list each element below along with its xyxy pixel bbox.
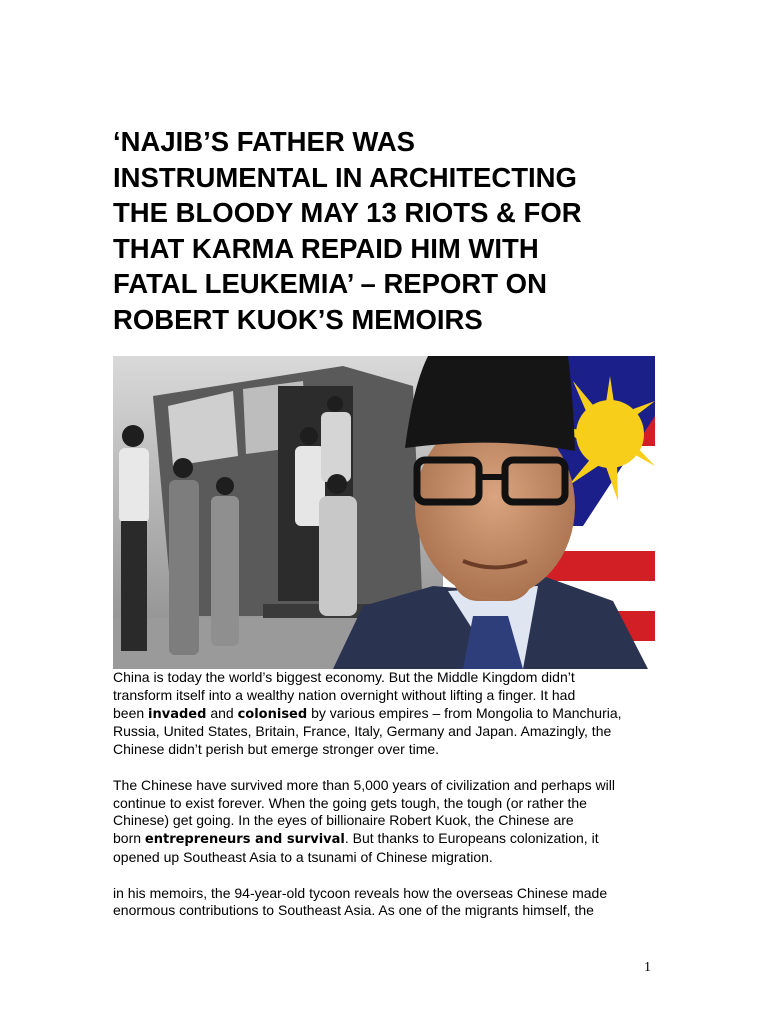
text-line: in his memoirs, the 94-year-old tycoon reveals how the overseas Chinese made <box>113 884 608 901</box>
bold-phrase: colonised <box>237 706 308 722</box>
text-line: opened up Southeast Asia to a tsunami of Chinese migration. <box>113 848 493 865</box>
text-run: by various empires – from Mongolia to Manchuria, <box>307 704 622 721</box>
bold-phrase: invaded <box>148 706 207 722</box>
headline-line: ROBERT KUOK’S MEMOIRS <box>113 303 483 335</box>
headline-line: THE BLOODY MAY 13 RIOTS & FOR <box>113 197 582 229</box>
text-line <box>113 830 661 849</box>
text-line <box>113 705 661 724</box>
text-run: . But thanks to Europeans colonization, it <box>344 830 599 847</box>
paragraph <box>113 669 661 759</box>
page-number: 1 <box>644 960 651 975</box>
text-run: been <box>113 704 149 721</box>
text-line: Russia, United States, Britain, France, Italy, Germany and Japan. Amazingly, the <box>113 723 612 740</box>
headline-line: FATAL LEUKEMIA’ – REPORT ON <box>113 268 547 300</box>
bold-phrase: entrepreneurs and survival <box>144 832 345 848</box>
text-line: Chinese didn’t perish but emerge stronger over time. <box>113 741 440 758</box>
text-line: The Chinese have survived more than 5,000 years of civilization and perhaps will <box>113 776 615 793</box>
article-body <box>113 669 661 938</box>
text-line: enormous contributions to Southeast Asia. As one of the migrants himself, the <box>113 902 594 919</box>
text-line: China is today the world’s biggest economy. But the Middle Kingdom didn’t <box>113 669 575 685</box>
headline-line: ‘NAJIB’S FATHER WAS <box>113 126 416 157</box>
text-line: transform itself into a wealthy nation overnight without lifting a finger. It had <box>113 686 576 703</box>
article-photo <box>113 356 655 669</box>
text-line: Chinese) get going. In the eyes of billionaire Robert Kuok, the Chinese are <box>113 812 574 829</box>
paragraph <box>113 777 661 867</box>
text-line: continue to exist forever. When the going gets tough, the tough (or rather the <box>113 794 587 811</box>
paragraph <box>113 885 661 921</box>
text-run: born <box>113 830 145 847</box>
headline-line: INSTRUMENTAL IN ARCHITECTING <box>113 161 577 193</box>
article-headline <box>113 124 673 338</box>
text-run: and <box>206 704 238 721</box>
headline-line: THAT KARMA REPAID HIM WITH <box>113 232 539 264</box>
